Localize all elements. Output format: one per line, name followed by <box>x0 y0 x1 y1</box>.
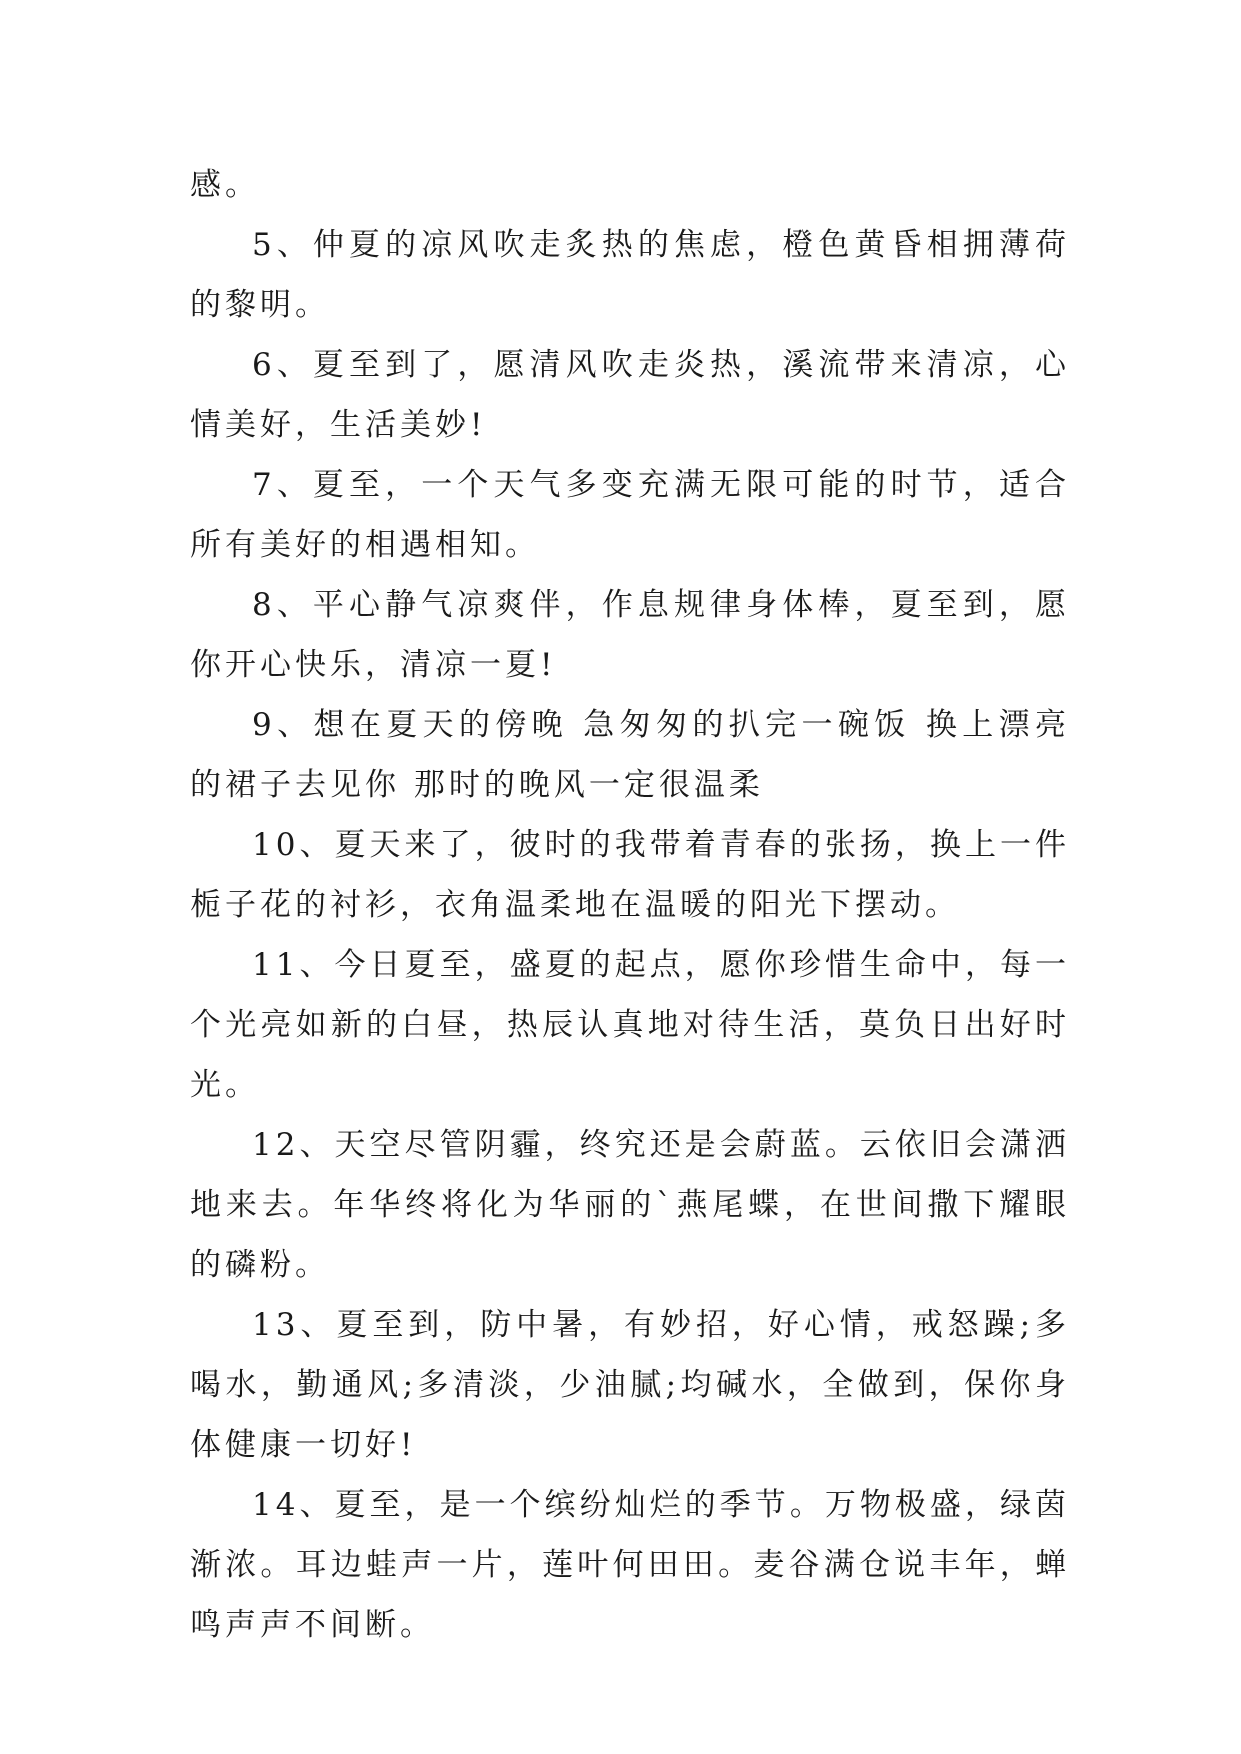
paragraph-item-9: 9、想在夏天的傍晚 急匆匆的扒完一碗饭 换上漂亮的裙子去见你 那时的晚风一定很温柔 <box>190 707 1070 803</box>
paragraph-item-13: 13、夏至到，防中暑，有妙招，好心情，戒怒躁;多喝水，勤通风;多清淡，少油腻;均碱水，全做到，保你身体健康一切好! <box>190 1307 1070 1463</box>
paragraph-item-7: 7、夏至，一个天气多变充满无限可能的时节，适合所有美好的相遇相知。 <box>190 467 1070 563</box>
paragraph-continuation: 感。 <box>190 167 260 203</box>
paragraph-item-5: 5、仲夏的凉风吹走炙热的焦虑，橙色黄昏相拥薄荷的黎明。 <box>190 227 1070 323</box>
paragraph-item-10: 10、夏天来了，彼时的我带着青春的张扬，换上一件栀子花的衬衫，衣角温柔地在温暖的阳光下摆动。 <box>190 827 1070 923</box>
paragraph-item-14: 14、夏至，是一个缤纷灿烂的季节。万物极盛，绿茵渐浓。耳边蛙声一片，莲叶何田田。麦谷满仓说丰年，蝉鸣声声不间断。 <box>190 1487 1070 1643</box>
paragraph-item-12: 12、天空尽管阴霾，终究还是会蔚蓝。云依旧会潇洒地来去。年华终将化为华丽的`燕尾蝶，在世间撒下耀眼的磷粉。 <box>190 1127 1070 1283</box>
paragraph-item-11: 11、今日夏至，盛夏的起点，愿你珍惜生命中，每一个光亮如新的白昼，热辰认真地对待生活，莫负日出好时光。 <box>190 947 1070 1103</box>
paragraph-item-6: 6、夏至到了，愿清风吹走炎热，溪流带来清凉，心情美好，生活美妙! <box>190 347 1070 443</box>
document-body <box>190 155 1070 1655</box>
paragraph-item-8: 8、平心静气凉爽伴，作息规律身体棒，夏至到，愿你开心快乐，清凉一夏! <box>190 587 1070 683</box>
